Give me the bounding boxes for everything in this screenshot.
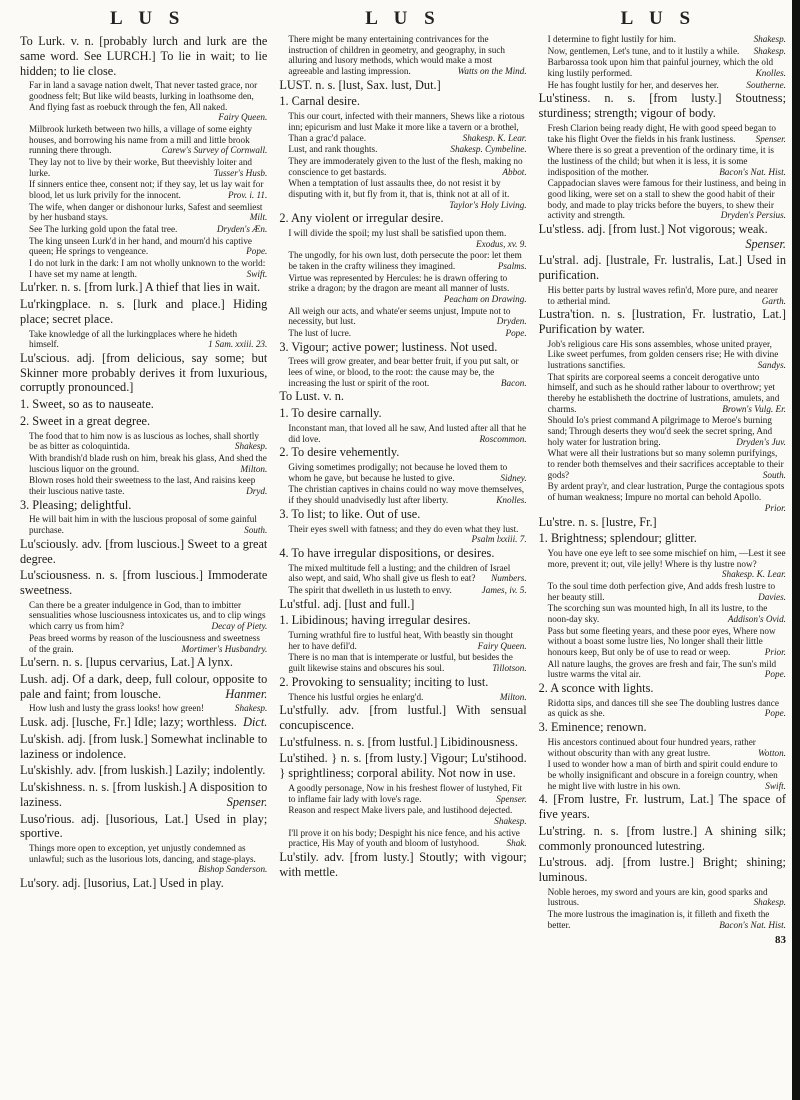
quotation: [288, 563, 526, 584]
quotation-source: Decay of Piety.: [211, 621, 268, 632]
quotation: [288, 828, 526, 849]
quotation-text: See The lurking gold upon the fatal tree.: [29, 223, 178, 234]
quotation-source: Prior.: [764, 647, 786, 658]
quotation: [288, 144, 526, 155]
dictionary-entry: [279, 211, 526, 226]
quotation-text: I'll prove it on his body; Despight his nice fence, and his active practice, His May of youth and bloom of lustyhood.: [288, 827, 520, 849]
quotation-text: Milbrook lurketh between two hills, a village of some eighty houses, and borrowing his name from a mill and little brook running there through.: [29, 123, 253, 156]
running-head-right: L U S: [620, 8, 697, 29]
quotation-text: What were all their lustrations but so many solemn purifyings, to render both themselves and their sacrifices acceptable to their gods?: [547, 448, 784, 480]
entry-text: 4. [From lustre, Fr. lustrum, Lat.] The space of five years.: [538, 792, 786, 822]
quotation: [548, 372, 786, 415]
entry-text: 1. Libidinous; having irregular desires.: [279, 613, 471, 628]
quotation-text: They are immoderately given to the lust of the flesh, making no conscience to get bastards.: [288, 155, 523, 177]
quotation: [288, 692, 526, 703]
quotation-text: Far in land a savage nation dwelt, That never tasted grace, nor goodness felt; But like wild beasts, lurking in loathsome den, And flying fast as roebuck through the fen, All naked.: [29, 80, 258, 112]
quotation-source: Prov. i. 11.: [227, 189, 268, 200]
quotation-text: I determine to fight lustily for him.: [547, 34, 677, 44]
quotation: [29, 475, 267, 496]
quotation-source: Shakesp.: [753, 34, 786, 44]
quotation-source: Knolles.: [755, 68, 786, 79]
quotation: [548, 548, 786, 580]
quotation-text: He will bait him in with the luscious proposal of some gainful purchase.: [29, 514, 257, 536]
dictionary-entry: [20, 715, 267, 730]
quotation-text: I will divide the spoil; my lust shall be satisfied upon them.: [288, 227, 507, 238]
quotation-source: Fairy Queen.: [477, 640, 527, 651]
quotation-text: The mixed multitude fell a lusting; and the children of Israel also wept, and said, Who shall give us flesh to eat?: [288, 562, 511, 584]
dictionary-entry: [279, 597, 526, 612]
quotation-source: Fairy Queen.: [218, 112, 268, 123]
quotation: [288, 273, 526, 305]
quotation: [288, 178, 526, 210]
quotation: [29, 843, 267, 875]
quotation: [29, 329, 267, 350]
quotation: [29, 514, 267, 535]
column-right: [539, 34, 786, 1094]
quotation: [29, 236, 267, 257]
quotation-source: Bacon.: [500, 377, 527, 388]
entry-text: 1. To desire carnally.: [279, 406, 382, 421]
quotation-source: Dryd.: [246, 486, 268, 497]
quotation: [548, 178, 786, 221]
dictionary-entry: [279, 389, 526, 404]
quotation-source: Addison's Ovid.: [727, 614, 786, 625]
entry-text: Lu'stless. adj. [from lust.] Not vigorous; weak.: [538, 221, 768, 236]
entry-text: Lu'stfully. adv. [from lustful.] With sensual concupiscence.: [279, 703, 527, 732]
quotation-source: Bacon's Nat. Hist.: [719, 919, 786, 930]
dictionary-entry: [279, 507, 526, 522]
quotation-text: Their eyes swell with fatness; and they do even what they lust.: [288, 523, 519, 534]
quotation: [29, 224, 267, 235]
entry-text: Lu'stful. adj. [lust and full.]: [279, 596, 415, 611]
quotation-source: Pope.: [246, 246, 268, 257]
quotation-source: Davies.: [758, 591, 786, 602]
quotation-source: Milton.: [499, 691, 527, 702]
entry-text: Lush. adj. Of a dark, deep, full colour, opposite to pale and faint; from lousche.: [20, 671, 268, 701]
quotation-source: Swift.: [765, 780, 786, 791]
quotation-text: Trees will grow greater, and bear better fruit, if you put salt, or lees of wine, or blood, to the root: the cause may be, the increasing the lust or spirit of the root.: [288, 356, 519, 388]
page-edge-shadow: [792, 0, 800, 1100]
entry-text: LUST. n. s. [lust, Sax. lust, Dut.]: [279, 77, 441, 92]
quotation-source: Carew's Survey of Cornwall.: [161, 145, 268, 156]
quotation-text: Should Io's priest command A pilgrimage to Meroe's burning sand; Through deserts they wou'd seek the secret spring, And holy water for lustration bring.: [547, 415, 773, 447]
running-heads: [20, 8, 786, 34]
dictionary-entry: [279, 751, 526, 781]
dictionary-entry: [539, 855, 786, 885]
entry-text: 3. Pleasing; delightful.: [20, 497, 132, 512]
quotation-text: The more lustrous the imagination is, it filleth and fixeth the better.: [547, 909, 770, 930]
entry-source: Spenser.: [226, 794, 268, 809]
quotation-source: Bacon's Nat. Hist.: [719, 166, 786, 177]
quotation: [548, 145, 786, 177]
dictionary-entry: [279, 546, 526, 561]
dictionary-entry: [20, 498, 267, 513]
dictionary-entry: [20, 876, 267, 891]
quotation-text: The wife, when danger or dishonour lurks, Safest and seemliest by her husband stays.: [29, 201, 263, 223]
dictionary-entry: [20, 763, 267, 778]
quotation-source: Abbot.: [502, 166, 527, 177]
quotation-source: Dryden's Juv.: [736, 436, 786, 447]
quotation: [548, 737, 786, 758]
quotation: [29, 453, 267, 474]
entry-text: 2. A sconce with lights.: [538, 681, 654, 696]
quotation: [288, 156, 526, 177]
quotation-text: Thence his lustful orgies he enlarg'd.: [288, 691, 424, 702]
quotation: [29, 431, 267, 452]
entry-text: Lu'sciousness. n. s. [from luscious.] Immoderate sweetness.: [20, 568, 268, 598]
quotation: [288, 524, 526, 545]
entry-text: 1. Brightness; splendour; glitter.: [538, 531, 697, 546]
quotation-text: To the soul time doth perfection give, And adds fresh lustre to her beauty still.: [547, 581, 776, 602]
quotation-text: You have one eye left to see some mischief on him, —Lest it see more, prevent it; out, vile jelly! Where is thy lustre now?: [547, 548, 786, 569]
quotation-text: There is no man that is intemperate or lustful, but besides the guilt likewise stains and obscures his soul.: [288, 652, 513, 674]
dictionary-entry: [539, 91, 786, 121]
dictionary-entry: [20, 297, 267, 327]
quotation-source: Garth.: [761, 295, 786, 306]
quotation-source: Knolles.: [496, 495, 527, 506]
quotation: [288, 462, 526, 483]
quotation-text: He has fought lustily for her, and deserves her.: [547, 79, 719, 90]
quotation: [548, 57, 786, 78]
dictionary-entry: [20, 280, 267, 295]
quotation-source: Swift.: [246, 268, 268, 279]
quotation-text: A goodly personage, Now in his freshest flower of lustyhed, Fit to inflame fair lady with love's rage.: [288, 782, 523, 804]
dictionary-entry: [20, 812, 267, 842]
entry-text: Lu'scious. adj. [from delicious, say some; but Skinner more probably derives it from luxurious, corruptly pronounced.]: [20, 350, 268, 395]
quotation: [288, 356, 526, 388]
quotation: [288, 306, 526, 327]
quotation-source: Shakesp. Cymbeline.: [450, 144, 527, 155]
entry-text: Lusk. adj. [lusche, Fr.] Idle; lazy; worthless.: [20, 715, 237, 730]
quotation-source: Psalms.: [497, 261, 527, 271]
quotation-text: Now, gentlemen, Let's tune, and to it lustily a while.: [547, 45, 740, 56]
quotation-text: Cappadocian slaves were famous for their lustiness, and being in good liking, were set on a stall to shew the good habit of their body, and made to play tricks before the buyers, to shew their activity and strength.: [547, 178, 786, 221]
quotation-source: Mortimer's Husbandry.: [181, 643, 268, 654]
entry-text: Lu'strous. adj. [from lustre.] Bright; shining; luminous.: [538, 855, 786, 885]
entry-source: Spenser.: [745, 236, 786, 251]
dictionary-entry: [279, 94, 526, 109]
quotation-source: Shakesp.: [494, 815, 527, 826]
quotation-source: Watts on the Mind.: [457, 66, 527, 77]
dictionary-entry: [279, 735, 526, 750]
quotation-source: Shakesp.: [753, 897, 786, 908]
entry-text: Lu'stihed. } n. s. [from lusty.] Vigour; Lu'stihood. } sprightliness; corporal ability. Not now in use.: [279, 751, 527, 781]
dictionary-entry: [20, 732, 267, 762]
quotation-text: They lay not to live by their worke, But theevishly loiter and lurke.: [29, 156, 253, 178]
quotation-source: Brown's Vulg. Er.: [722, 403, 786, 414]
quotation: [288, 111, 526, 143]
quotation-text: The scorching sun was mounted high, In all its lustre, to the noon-day sky.: [547, 603, 768, 625]
dictionary-entry: [20, 351, 267, 395]
quotation-source: Wotton.: [757, 747, 786, 758]
quotation-text: Noble heroes, my sword and yours are kin, good sparks and lustrous.: [547, 886, 768, 908]
quotation: [548, 415, 786, 447]
entry-text: 3. To list; to like. Out of use.: [279, 506, 421, 521]
quotation: [288, 585, 526, 596]
quotation-text: I do not lurk in the dark: I am not wholly unknown to the world: I have set my name at length.: [29, 258, 266, 279]
quotation-source: Shakesp. K. Lear.: [721, 569, 786, 580]
quotation-text: His better parts by lustral waves refin'd, More pure, and nearer to ætherial mind.: [547, 284, 778, 306]
entry-text: 2. Sweet in a great degree.: [20, 413, 151, 428]
quotation-source: 1 Sam. xxiii. 23.: [208, 339, 268, 350]
dictionary-entry: [279, 406, 526, 421]
quotation-source: Milt.: [249, 212, 268, 223]
quotation-text: Fresh Clarion being ready dight, He with good speed began to take his flight Over the fields in his frank lustiness.: [547, 122, 777, 144]
quotation: [288, 484, 526, 505]
quotation: [548, 581, 786, 602]
quotation: [548, 603, 786, 624]
quotation-text: All nature laughs, the groves are fresh and fair, The sun's mild lustre warms the vital air.: [547, 658, 777, 680]
column-middle: [279, 34, 526, 1094]
quotation-text: His ancestors continued about four hundred years, rather without obscurity than with any great lustre.: [547, 736, 756, 758]
quotation-source: Taylor's Holy Living.: [449, 199, 527, 210]
entry-text: Lu'rkingplace. n. s. [lurk and place.] Hiding place; secret place.: [20, 297, 268, 326]
quotation-text: Virtue was represented by Hercules: he is drawn offering to strike a dragon; by the dragon are meant all manner of lusts.: [288, 272, 510, 294]
quotation: [29, 124, 267, 156]
quotation: [548, 80, 786, 91]
quotation-text: Turning wrathful fire to lustful heat, With beastly sin thought her to have defil'd.: [288, 630, 514, 651]
quotation-text: Pass but some fleeting years, and these poor eyes, Where now without a boast some lustre lies, No longer shall their little honours keep, But only be of use to read or weep.: [547, 625, 776, 658]
dictionary-entry: [20, 397, 267, 412]
entry-text: 3. Eminence; renown.: [538, 720, 647, 735]
entry-text: 2. Provoking to sensuality; inciting to lust.: [279, 674, 489, 689]
dictionary-entry: [539, 824, 786, 854]
dictionary-entry: [20, 537, 267, 567]
dictionary-entry: [539, 222, 786, 252]
entry-text: 2. Any violent or irregular desire.: [279, 211, 444, 226]
running-head-center: L U S: [365, 8, 441, 29]
quotation-source: Dryden.: [496, 316, 527, 327]
quotation-source: Shakesp.: [234, 441, 268, 452]
quotation-source: South.: [762, 469, 786, 480]
dictionary-entry: [20, 34, 267, 78]
quotation-text: There might be many entertaining contrivances for the instruction of children in geometry, and geography, in such alluring and lusory methods, which would make a most agreeable and lasting impression.: [288, 34, 506, 77]
quotation-source: Spenser.: [496, 793, 527, 804]
quotation-source: Tusser's Husb.: [213, 167, 268, 178]
quotation: [288, 423, 526, 444]
entry-text: 1. Sweet, so as to nauseate.: [20, 397, 154, 412]
quotation: [548, 698, 786, 719]
quotation-source: Bishop Sanderson.: [198, 864, 268, 875]
dictionary-entry: [20, 672, 267, 702]
quotation: [288, 805, 526, 826]
quotation-source: Pope.: [764, 669, 786, 680]
quotation: [29, 202, 267, 223]
quotation-text: The christian captives in chains could no way move themselves, if they should unadvisedly lust after liberty.: [288, 484, 525, 506]
quotation: [29, 157, 267, 178]
quotation-text: The ungodly, for his own lust, doth persecute the poor: let them be taken in the crafty wiliness they imagined.: [288, 250, 522, 271]
quotation-source: James, iv. 5.: [481, 584, 527, 595]
entry-text: 3. Vigour; active power; lustiness. Not used.: [279, 339, 498, 354]
entry-text: Lu'sern. n. s. [lupus cervarius, Lat.] A lynx.: [20, 655, 233, 670]
quotation-source: Prior.: [764, 502, 786, 513]
dictionary-entry: [20, 568, 267, 598]
quotation: [288, 652, 526, 673]
quotation-text: The food that to him now is as luscious as loches, shall shortly be as bitter as coloquintida.: [29, 430, 259, 452]
quotation-text: Inconstant man, that loved all he saw, And lusted after all that he did love.: [288, 422, 527, 444]
entry-source: Hanmer.: [225, 686, 268, 701]
quotation-text: If sinners entice thee, consent not; if they say, let us lay wait for blood, let us lurk privily for the innocent.: [29, 179, 264, 200]
dictionary-entry: [539, 253, 786, 283]
entry-text: Lu'sciously. adv. [from luscious.] Sweet to a great degree.: [20, 536, 268, 566]
quotation-text: With brandish'd blade rush on him, break his glass, And shed the luscious liquor on the ground.: [29, 453, 267, 474]
quotation-source: Shakesp. K. Lear.: [462, 132, 527, 143]
dictionary-entry: [539, 720, 786, 735]
quotation-source: Exodus, xv. 9.: [476, 238, 527, 249]
quotation-source: Shak.: [506, 838, 527, 849]
quotation: [29, 600, 267, 632]
quotation: [548, 659, 786, 680]
quotation-source: Roscommon.: [479, 433, 527, 444]
running-head-left: L U S: [109, 8, 186, 29]
entry-text: Lu'skishly. adv. [from luskish.] Lazily; indolently.: [20, 763, 266, 778]
dictionary-entry: [20, 780, 267, 810]
quotation-text: Blown roses hold their sweetness to the last, And raisins keep their luscious native taste.: [29, 475, 256, 497]
dictionary-entry: [539, 307, 786, 337]
dictionary-entry: [539, 515, 786, 530]
entry-text: Luso'rious. adj. [lusorious, Lat.] Used in play; sportive.: [20, 811, 268, 841]
quotation-source: Shakesp.: [753, 45, 786, 56]
page-number: 83: [774, 934, 786, 947]
entry-text: Lu'sory. adj. [lusorius, Lat.] Used in play.: [20, 876, 224, 891]
quotation-text: Can there be a greater indulgence in God, than to imbitter sensualities whose lusciousness intoxicates us, and to clip wings which carry us from him?: [29, 599, 266, 632]
quotation-source: Tillotson.: [492, 663, 527, 674]
entry-text: Lu'rker. n. s. [from lurk.] A thief that lies in wait.: [20, 280, 261, 295]
quotation-text: All weigh our acts, and whate'er seems unjust, Impute not to necessity, but lust.: [288, 305, 511, 327]
quotation-text: How lush and lusty the grass looks! how green!: [29, 703, 205, 714]
dictionary-entry: [279, 340, 526, 355]
dictionary-entry: [279, 850, 526, 880]
quotation: [548, 759, 786, 791]
quotation-source: Pope.: [505, 328, 527, 339]
quotation-source: Sidney.: [500, 472, 527, 483]
quotation-source: Dryden's Persius.: [720, 210, 786, 221]
quotation-source: Shakesp.: [234, 703, 268, 714]
dictionary-entry: [20, 414, 267, 429]
entry-text: Lu'skish. adj. [from lusk.] Somewhat inclinable to laziness or indolence.: [20, 731, 268, 761]
quotation: [29, 179, 267, 200]
quotation: [548, 481, 786, 513]
entry-text: Lu'stily. adv. [from lusty.] Stoutly; with vigour; with mettle.: [279, 850, 527, 879]
quotation: [288, 630, 526, 651]
quotation: [29, 633, 267, 654]
quotation-source: Sandys.: [757, 360, 786, 371]
dictionary-entry: [539, 681, 786, 696]
entry-text: 2. To desire vehemently.: [279, 445, 400, 460]
quotation: [29, 258, 267, 279]
quotation-text: I used to wonder how a man of birth and spirit could endure to be wholly insignificant and obscure in a foreign country, when he might live with lustre in his own.: [547, 759, 778, 791]
quotation-source: Southerne.: [746, 79, 786, 90]
quotation: [288, 34, 526, 77]
entry-text: 1. Carnal desire.: [279, 94, 360, 109]
quotation-source: South.: [244, 525, 268, 536]
quotation-source: Spenser.: [755, 133, 786, 144]
quotation: [548, 46, 786, 57]
quotation-text: Take knowledge of all the lurkingplaces where he hideth himself.: [29, 328, 238, 350]
quotation: [548, 123, 786, 144]
dictionary-entry: [20, 655, 267, 670]
entry-text: Lu'skishness. n. s. [from luskish.] A disposition to laziness.: [20, 780, 268, 809]
quotation-source: Milton.: [240, 463, 268, 474]
quotation-text: That spirits are corporeal seems a conceit derogative unto himself, and such as he should rather labour to overthrow; yet thereby he establisheth the doctrine of lustrations, amulets, and charms.: [547, 371, 780, 414]
column-left: [20, 34, 267, 1094]
quotation-source: Numbers.: [491, 573, 527, 584]
quotation-text: The lust of lucre.: [288, 328, 352, 339]
quotation-source: Psalm lxxiii. 7.: [471, 534, 527, 545]
entry-text: Lu'stre. n. s. [lustre, Fr.]: [538, 514, 657, 529]
quotation-text: Job's religious care His sons assembles, whose united prayer, Like sweet perfumes, from golden censers rise; He with divine lustrations sanctifies.: [547, 338, 779, 371]
quotation: [548, 448, 786, 480]
dictionary-entry: [279, 445, 526, 460]
quotation-text: Peas breed worms by reason of the lusciousness and sweetness of the grain.: [29, 632, 260, 654]
quotation-text: Where there is so great a prevention of the ordinary time, it is the lustiness of the child; but when it is less, it is some indisposition of the mother.: [547, 145, 774, 177]
dictionary-entry: [279, 613, 526, 628]
quotation: [29, 80, 267, 123]
quotation-source: Peacham on Drawing.: [443, 294, 527, 305]
quotation: [288, 783, 526, 804]
quotation-text: The spirit that dwelleth in us lusteth to envy.: [288, 584, 452, 595]
dictionary-entry: [279, 703, 526, 733]
entry-text: To Lust. v. n.: [279, 389, 344, 404]
dictionary-entry: [539, 531, 786, 546]
quotation-text: When a temptation of lust assaults thee, do not resist it by disputing with it, but fly from it, that is, think not at all of it.: [288, 178, 510, 199]
quotation: [288, 228, 526, 249]
entry-source: Dict.: [243, 715, 268, 730]
dictionary-entry: [539, 792, 786, 822]
quotation-text: Barbarossa took upon him that painful journey, which the old king lustily performed.: [547, 57, 774, 79]
quotation-text: Reason and respect Make livers pale, and lustihood dejected.: [288, 805, 513, 816]
quotation: [548, 626, 786, 658]
quotation: [548, 887, 786, 908]
quotation: [548, 339, 786, 371]
quotation: [548, 909, 786, 930]
quotation: [548, 285, 786, 306]
entry-text: Lu'stral. adj. [lustrale, Fr. lustralis, Lat.] Used in purification.: [538, 253, 786, 283]
quotation: [288, 250, 526, 271]
quotation: [29, 703, 267, 714]
quotation-text: This our court, infected with their manners, Shews like a riotous inn; epicurism and lust Make it more like a tavern or a brothel, Than a grac'd palace.: [288, 111, 525, 143]
dictionary-entry: [279, 675, 526, 690]
quotation-text: Giving sometimes prodigally; not because he loved them to whom he gave, but because he lusted to give.: [288, 462, 508, 483]
text-columns: [20, 34, 786, 1094]
entry-text: 4. To have irregular dispositions, or desires.: [279, 545, 495, 560]
quotation-text: Lust, and rank thoughts.: [288, 144, 378, 155]
quotation-text: By ardent pray'r, and clear lustration, Purge the contagious spots of human weakness; Impure no mortal can behold Apollo.: [547, 481, 785, 503]
quotation-text: Ridotta sips, and dances till she see The doubling lustres dance as quick as she.: [547, 697, 779, 719]
quotation-source: Pope.: [764, 708, 786, 719]
entry-text: Lu'stfulness. n. s. [from lustful.] Libidinousness.: [279, 734, 518, 749]
quotation-text: The king unseen Lurk'd in her hand, and mourn'd his captive queen; He springs to vengeance.: [29, 235, 252, 257]
quotation: [288, 328, 526, 339]
entry-text: Lu'stiness. n. s. [from lusty.] Stoutness; sturdiness; strength; vigour of body.: [538, 91, 786, 121]
entry-text: To Lurk. v. n. [probably lurch and lurk are the same word. See LURCH.] To lie in wait; to lie hidden; to lie close.: [20, 34, 268, 78]
quotation-text: Things more open to exception, yet unjustly condemned as unlawful; such as the lusorious lots, dancing, and stage-plays.: [29, 843, 256, 864]
dictionary-entry: [279, 78, 526, 93]
quotation: [548, 34, 786, 45]
entry-text: Lustra'tion. n. s. [lustration, Fr. lustratio, Lat.] Purification by water.: [538, 307, 786, 336]
entry-text: Lu'string. n. s. [from lustre.] A shining silk; commonly pronounced lutestring.: [538, 823, 786, 853]
quotation-source: Dryden's Æn.: [216, 223, 268, 234]
